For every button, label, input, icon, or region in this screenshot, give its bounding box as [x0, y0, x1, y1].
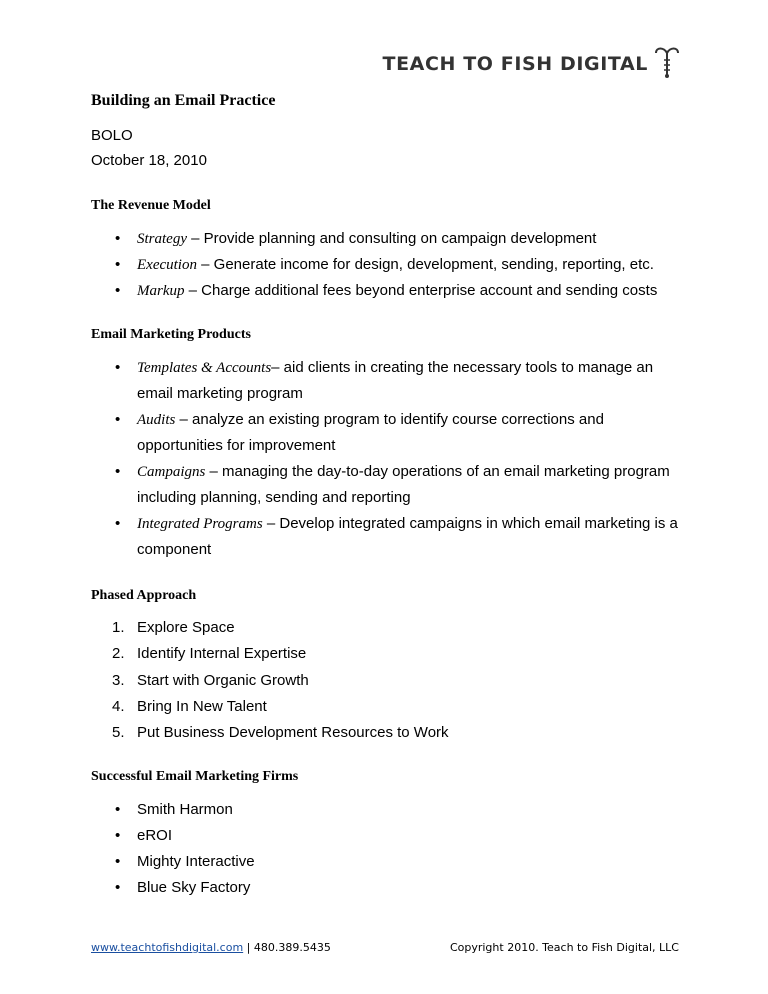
- item-text: – aid clients in creating the necessary tools to manage an: [271, 359, 654, 376]
- item-text: Put Business Development Resources to Work: [137, 724, 449, 741]
- numbered-item: [112, 720, 449, 746]
- item-number: 2.: [112, 645, 125, 662]
- item-term: Execution: [137, 257, 197, 273]
- item-number: 1.: [112, 619, 125, 636]
- item-text-continued: including planning, sending and reporting: [137, 489, 411, 506]
- bullet-icon: •: [115, 359, 121, 376]
- bullet-icon: •: [115, 827, 121, 844]
- numbered-item: [112, 668, 309, 694]
- bullet-icon: •: [115, 463, 121, 480]
- item-term: Strategy: [137, 231, 187, 247]
- bullet-icon: •: [115, 853, 121, 870]
- page-footer: [91, 941, 679, 954]
- org-name: BOLO: [91, 127, 133, 144]
- bullet-icon: •: [115, 256, 121, 273]
- anchor-icon: [654, 45, 680, 84]
- item-number: 5.: [112, 724, 125, 741]
- item-term: Audits: [137, 412, 176, 428]
- item-term: Integrated Programs: [137, 516, 263, 532]
- firm-name: Blue Sky Factory: [137, 879, 251, 896]
- section-heading-firms: Successful Email Marketing Firms: [91, 769, 299, 784]
- bullet-icon: •: [115, 230, 121, 247]
- item-term: Campaigns: [137, 464, 206, 480]
- website-link[interactable]: www.teachtofishdigital.com: [91, 941, 244, 954]
- item-text: Identify Internal Expertise: [137, 645, 307, 662]
- item-text: – managing the day-to-day operations of an email marketing program: [205, 463, 670, 480]
- firm-name: Mighty Interactive: [137, 853, 255, 870]
- item-text: – Provide planning and consulting on campaign development: [187, 230, 597, 247]
- bullet-icon: •: [115, 801, 121, 818]
- item-number: 4.: [112, 698, 125, 715]
- section-heading-products: Email Marketing Products: [91, 327, 251, 342]
- item-term: Templates & Accounts: [137, 360, 272, 376]
- doc-date: October 18, 2010: [91, 152, 207, 169]
- item-number: 3.: [112, 672, 125, 689]
- item-term: Markup: [137, 283, 185, 299]
- bullet-icon: •: [115, 879, 121, 896]
- item-text: – Generate income for design, development, sending, reporting, etc.: [196, 256, 654, 273]
- item-text-continued: email marketing program: [137, 385, 303, 402]
- document-title: Building an Email Practice: [91, 92, 276, 109]
- footer-contact: [91, 941, 331, 954]
- footer-copyright: Copyright 2010. Teach to Fish Digital, LLC: [449, 941, 679, 954]
- item-text: – analyze an existing program to identify course corrections and: [175, 411, 604, 428]
- numbered-item: [112, 694, 267, 720]
- item-text: – Charge additional fees beyond enterprise account and sending costs: [184, 282, 658, 299]
- bullet-icon: •: [115, 515, 121, 532]
- numbered-item: [112, 641, 306, 667]
- item-text: – Develop integrated campaigns in which email marketing is a: [262, 515, 678, 532]
- item-text: Bring In New Talent: [137, 698, 267, 715]
- bullet-icon: •: [115, 282, 121, 299]
- item-text-continued: opportunities for improvement: [137, 437, 336, 454]
- item-text-continued: component: [137, 541, 212, 558]
- item-text: Start with Organic Growth: [137, 672, 309, 689]
- footer-phone: | 480.389.5435: [243, 941, 331, 954]
- logo: [383, 44, 680, 84]
- section-heading-revenue: The Revenue Model: [91, 198, 211, 213]
- firm-name: Smith Harmon: [137, 801, 233, 818]
- logo-text: TEACH TO FISH DIGITAL: [382, 53, 648, 75]
- firm-name: eROI: [137, 827, 173, 844]
- section-heading-phased: Phased Approach: [91, 588, 197, 603]
- item-text: Explore Space: [137, 619, 235, 636]
- bullet-icon: •: [115, 411, 121, 428]
- numbered-item: [112, 615, 235, 641]
